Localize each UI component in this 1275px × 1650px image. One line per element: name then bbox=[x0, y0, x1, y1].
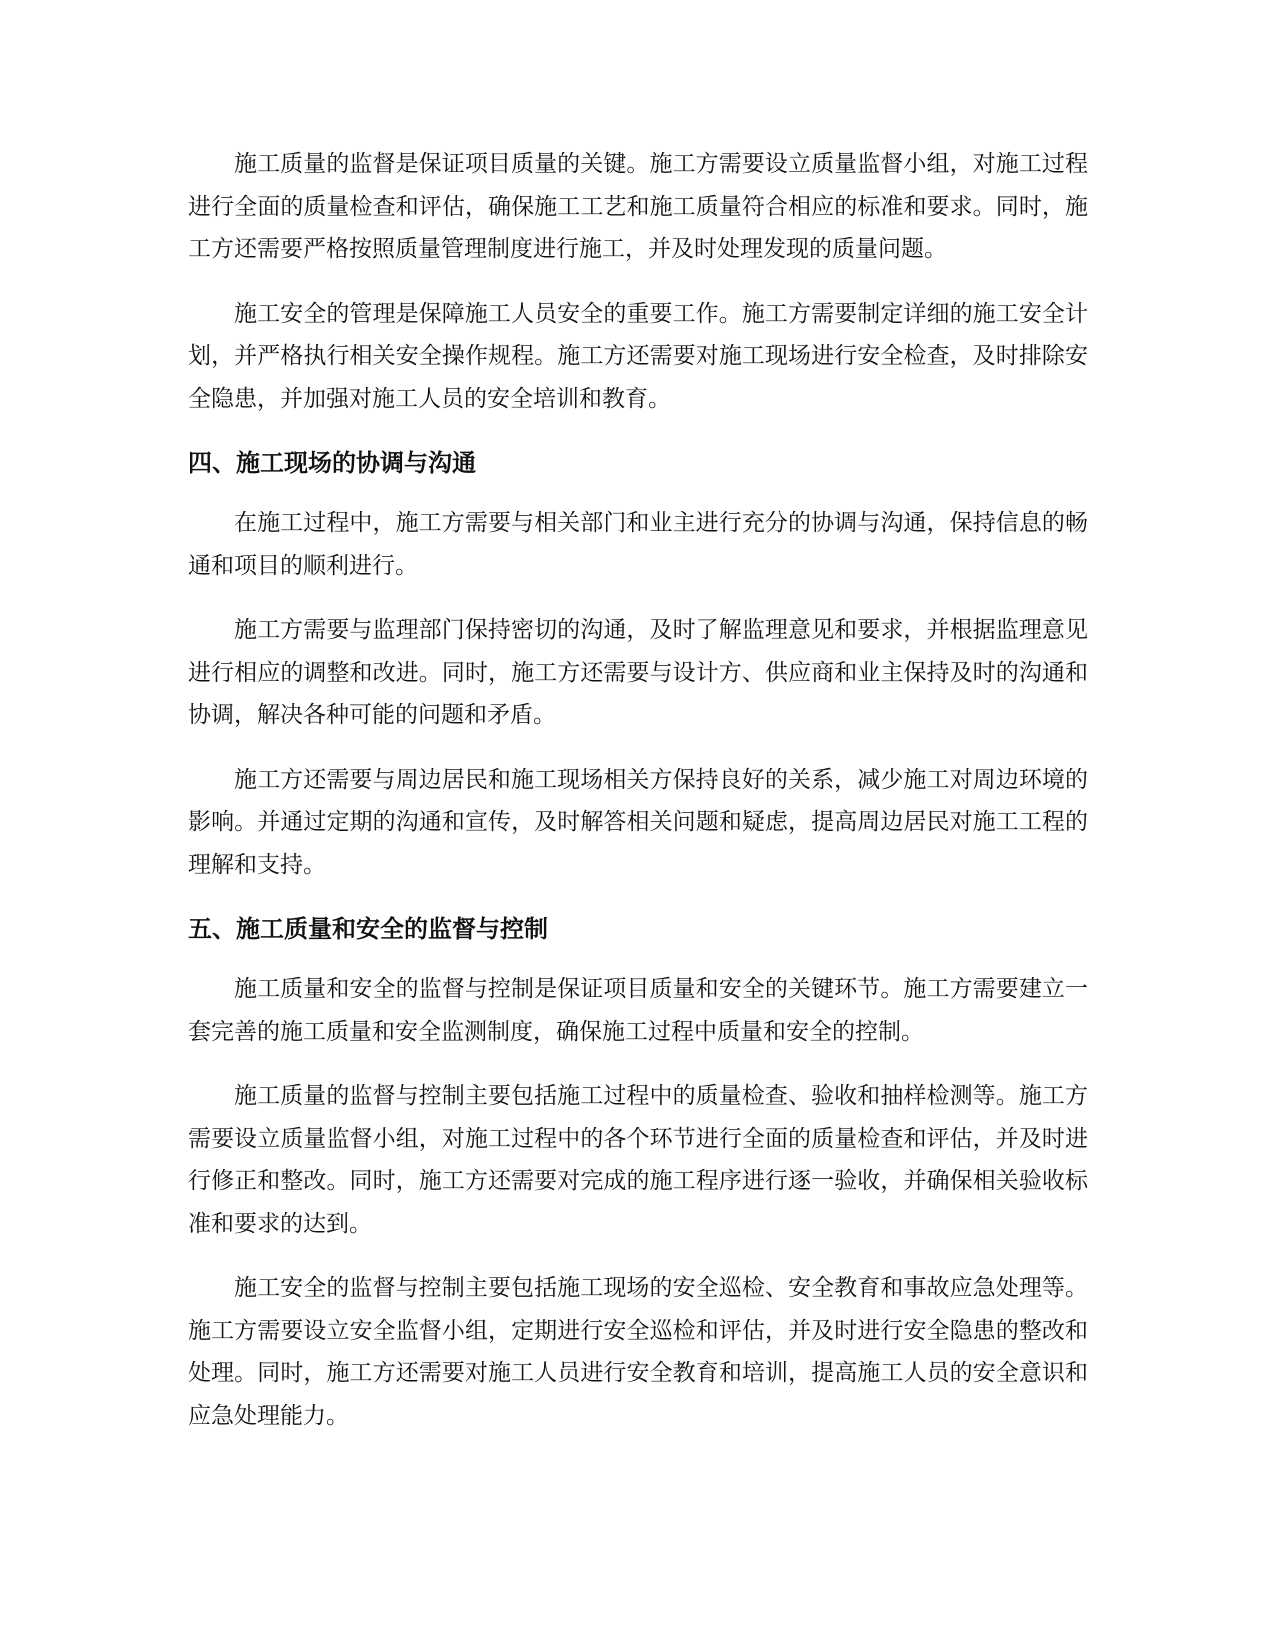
paragraph-coordination-intro: 在施工过程中，施工方需要与相关部门和业主进行充分的协调与沟通，保持信息的畅通和项目的顺利进行。 bbox=[188, 510, 1088, 579]
section-heading-coordination: 四、施工现场的协调与沟通 bbox=[188, 449, 476, 477]
section-heading-quality-safety-control: 五、施工质量和安全的监督与控制 bbox=[188, 915, 548, 943]
paragraph-control-intro: 施工质量和安全的监督与控制是保证项目质量和安全的关键环节。施工方需要建立一套完善的施工质量和安全监测制度，确保施工过程中质量和安全的控制。 bbox=[188, 976, 1088, 1045]
paragraph-supervision-communication: 施工方需要与监理部门保持密切的沟通，及时了解监理意见和要求，并根据监理意见进行相应的调整和改进。同时，施工方还需要与设计方、供应商和业主保持及时的沟通和协调，解决各种可能的问题和矛盾。 bbox=[188, 617, 1088, 728]
paragraph-neighbor-relations: 施工方还需要与周边居民和施工现场相关方保持良好的关系，减少施工对周边环境的影响。并通过定期的沟通和宣传，及时解答相关问题和疑虑，提高周边居民对施工工程的理解和支持。 bbox=[188, 766, 1088, 878]
paragraph-quality-supervision: 施工质量的监督是保证项目质量的关键。施工方需要设立质量监督小组，对施工过程进行全面的质量检查和评估，确保施工工艺和施工质量符合相应的标准和要求。同时，施工方还需要严格按照质量管理制度进行施工，并及时处理发现的质量问题。 bbox=[188, 151, 1088, 262]
paragraph-safety-control: 施工安全的监督与控制主要包括施工现场的安全巡检、安全教育和事故应急处理等。施工方需要设立安全监督小组，定期进行安全巡检和评估，并及时进行安全隐患的整改和处理。同时，施工方还需要对施工人员进行安全教育和培训，提高施工人员的安全意识和应急处理能力。 bbox=[188, 1275, 1088, 1429]
document-body bbox=[188, 143, 1088, 1459]
paragraph-safety-management: 施工安全的管理是保障施工人员安全的重要工作。施工方需要制定详细的施工安全计划，并严格执行相关安全操作规程。施工方还需要对施工现场进行安全检查，及时排除安全隐患，并加强对施工人员的安全培训和教育。 bbox=[188, 300, 1088, 412]
paragraph-quality-control: 施工质量的监督与控制主要包括施工过程中的质量检查、验收和抽样检测等。施工方需要设立质量监督小组，对施工过程中的各个环节进行全面的质量检查和评估，并及时进行修正和整改。同时，施工方还需要对完成的施工程序进行逐一验收，并确保相关验收标准和要求的达到。 bbox=[188, 1083, 1088, 1237]
